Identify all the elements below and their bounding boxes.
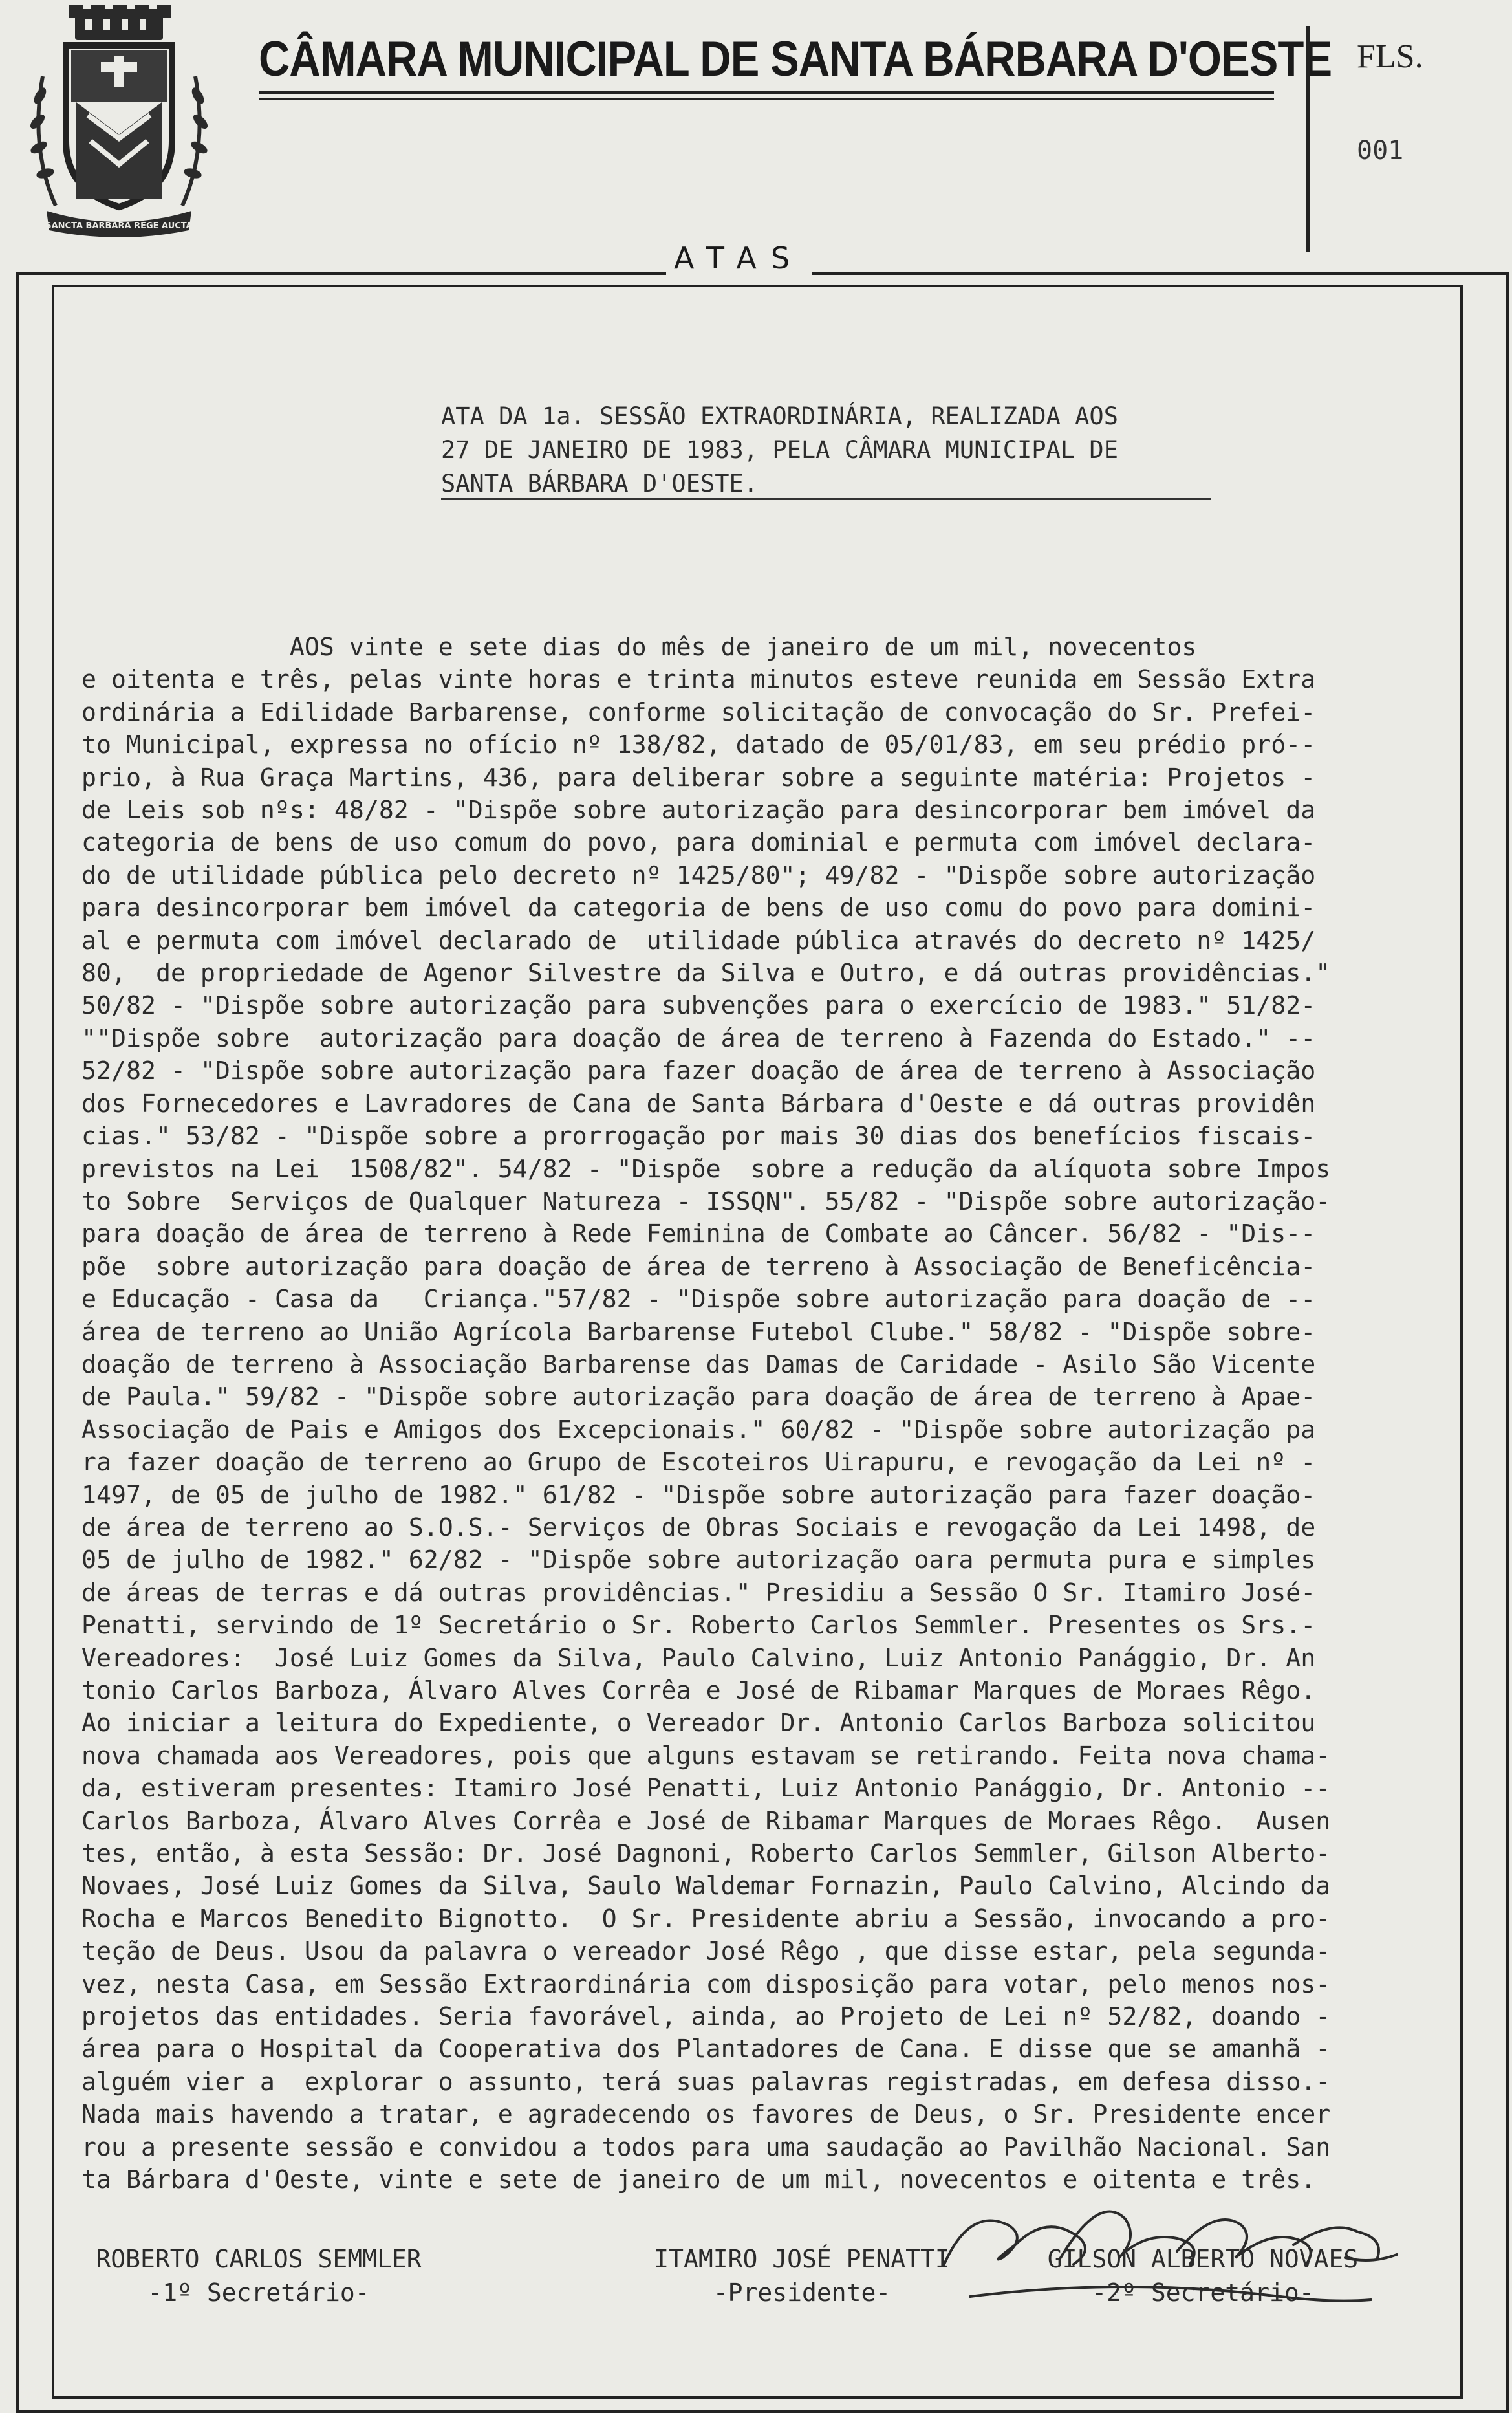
body-line: de Leis sob nºs: 48/82 - "Dispõe sobre autorização para desincorporar bem imóvel da: [81, 796, 1316, 825]
body-line: ordinária a Edilidade Barbarense, conforme solicitação de convocação do Sr. Prefei-: [81, 698, 1316, 727]
page-number: 001: [1357, 136, 1404, 166]
body-line: 80, de propriedade de Agenor Silvestre da Silva e Outro, e dá outras providências.": [81, 959, 1331, 988]
body-line: área de terreno ao União Agrícola Barbarense Futebol Clube." 58/82 - "Dispõe sobre-: [81, 1318, 1316, 1347]
body-line: de áreas de terras e dá outras providências." Presidiu a Sessão O Sr. Itamiro José-: [81, 1578, 1316, 1608]
body-line: põe sobre autorização para doação de área de terreno à Associação de Beneficência-: [81, 1252, 1316, 1282]
body-line: to Sobre Serviços de Qualquer Natureza - ISSQN". 55/82 - "Dispõe sobre autorização-: [81, 1187, 1331, 1216]
body-line: Ao iniciar a leitura do Expediente, o Vereador Dr. Antonio Carlos Barboza solicitou: [81, 1709, 1316, 1738]
body-line: al e permuta com imóvel declarado de utilidade pública através do decreto nº 1425/: [81, 926, 1316, 955]
president-role: -Presidente-: [713, 2278, 891, 2307]
body-line: Associação de Pais e Amigos dos Excepcionais." 60/82 - "Dispõe sobre autorização pa: [81, 1415, 1316, 1445]
heading-line: 27 DE JANEIRO DE 1983, PELA CÂMARA MUNICIPAL DE: [441, 436, 1118, 464]
body-line: 50/82 - "Dispõe sobre autorização para subvenções para o exercício de 1983." 51/82-: [81, 992, 1316, 1021]
minutes-body: [81, 631, 1446, 2197]
body-line: projetos das entidades. Seria favorável, ainda, ao Projeto de Lei nº 52/82, doando -: [81, 2003, 1331, 2032]
heading-underline: [441, 498, 1211, 500]
body-line: dos Fornecedores e Lavradores de Cana de Santa Bárbara d'Oeste e dá outras providên: [81, 1089, 1316, 1119]
body-line: Carlos Barboza, Álvaro Alves Corrêa e José de Ribamar Marques de Moraes Rêgo. Ausen: [81, 1807, 1331, 1836]
body-line: tes, então, à esta Sessão: Dr. José Dagnoni, Roberto Carlos Semmler, Gilson Alberto-: [81, 1840, 1331, 1869]
header-rule-top: [259, 91, 1274, 94]
body-line: rou a presente sessão e convidou a todos para uma saudação ao Pavilhão Nacional. San: [81, 2133, 1331, 2162]
body-line: para doação de área de terreno à Rede Feminina de Combate ao Câncer. 56/82 - "Dis--: [81, 1220, 1316, 1249]
body-line: alguém vier a explorar o assunto, terá suas palavras registradas, em defesa disso.-: [81, 2068, 1331, 2097]
body-line: da, estiveram presentes: Itamiro José Penatti, Luiz Antonio Panággio, Dr. Antonio --: [81, 1774, 1331, 1804]
body-line: teção de Deus. Usou da palavra o vereador José Rêgo , que disse estar, pela segunda-: [81, 1938, 1331, 1967]
body-line: de área de terreno ao S.O.S.- Serviços de Obras Sociais e revogação da Lei 1498, de: [81, 1513, 1316, 1542]
minutes-heading: [441, 400, 1217, 501]
body-line: 05 de julho de 1982." 62/82 - "Dispõe sobre autorização oara permuta pura e simples: [81, 1546, 1316, 1575]
body-line: prio, à Rua Graça Martins, 436, para deliberar sobre a seguinte matéria: Projetos -: [81, 763, 1316, 792]
body-line: ra fazer doação de terreno ao Grupo de Escoteiros Uirapuru, e revogação da Lei nº -: [81, 1448, 1316, 1478]
body-line: tonio Carlos Barboza, Álvaro Alves Corrêa e José de Ribamar Marques de Moraes Rêgo.: [81, 1677, 1316, 1705]
body-line: para desincorporar bem imóvel da categoria de bens de uso comu do povo para domini-: [81, 894, 1316, 923]
second-secretary-signature: [1009, 2242, 1397, 2309]
body-line: to Municipal, expressa no ofício nº 138/82, datado de 05/01/83, em seu prédio pró--: [81, 731, 1316, 760]
body-line: Nada mais havendo a tratar, e agradecendo os favores de Deus, o Sr. Presidente encer: [81, 2101, 1331, 2130]
institution-name: CÂMARA MUNICIPAL DE SANTA BÁRBARA D'OESTE: [259, 32, 1332, 87]
heading-line: SANTA BÁRBARA D'OESTE.: [441, 470, 759, 497]
body-line: vez, nesta Casa, em Sessão Extraordinária com disposição para votar, pelo menos nos-: [81, 1970, 1331, 1999]
body-line: Novaes, José Luiz Gomes da Silva, Saulo Waldemar Fornazin, Paulo Calvino, Alcindo da: [81, 1872, 1331, 1901]
body-line: do de utilidade pública pelo decreto nº 1425/80"; 49/82 - "Dispõe sobre autorização: [81, 861, 1316, 890]
body-line: de Paula." 59/82 - "Dispõe sobre autorização para doação de área de terreno à Apae-: [81, 1383, 1316, 1412]
second-secretary-role: -2º Secretário-: [1092, 2278, 1314, 2307]
first-secretary-signature: [78, 2242, 440, 2309]
body-line: Vereadores: José Luiz Gomes da Silva, Paulo Calvino, Luiz Antonio Panággio, Dr. An: [81, 1644, 1316, 1673]
body-line: cias." 53/82 - "Dispõe sobre a prorrogação por mais 30 dias dos benefícios fiscais-: [81, 1122, 1316, 1152]
body-line: AOS vinte e sete dias do mês de janeiro de um mil, novecentos: [81, 633, 1197, 662]
body-line: Rocha e Marcos Benedito Bignotto. O Sr. Presidente abriu a Sessão, invocando a pro-: [81, 1905, 1331, 1934]
body-line: e Educação - Casa da Criança."57/82 - "Dispõe sobre autorização para doação de --: [81, 1285, 1316, 1315]
header-divider: [1306, 26, 1310, 252]
president-signature: [582, 2242, 1022, 2309]
body-line: área para o Hospital da Cooperativa dos Plantadores de Cana. E disse que se amanhã -: [81, 2035, 1331, 2064]
heading-line: ATA DA 1a. SESSÃO EXTRAORDINÁRIA, REALIZADA AOS: [441, 402, 1118, 430]
header-rule-bottom: [259, 98, 1274, 100]
body-line: 52/82 - "Dispõe sobre autorização para fazer doação de área de terreno à Associação: [81, 1057, 1316, 1086]
body-line: doação de terreno à Associação Barbarense das Damas de Caridade - Asilo São Vicente: [81, 1350, 1316, 1379]
second-secretary-name: GILSON ALBERTO NOVAES: [1047, 2245, 1359, 2273]
body-line: previstos na Lei 1508/82". 54/82 - "Dispõe sobre a redução da alíquota sobre Impos: [81, 1155, 1331, 1184]
section-title: ATAS: [666, 241, 812, 276]
fls-label: FLS.: [1357, 38, 1423, 75]
body-line: ta Bárbara d'Oeste, vinte e sete de janeiro de um mil, novecentos e oitenta e três.: [81, 2166, 1316, 2195]
body-line: ""Dispõe sobre autorização para doação de área de terreno à Fazenda do Estado." --: [81, 1024, 1316, 1053]
municipal-crest-logo: [23, 5, 215, 238]
first-secretary-role: -1º Secretário-: [147, 2278, 370, 2307]
body-line: e oitenta e três, pelas vinte horas e trinta minutos esteve reunida em Sessão Extra: [81, 666, 1316, 695]
body-line: Penatti, servindo de 1º Secretário o Sr. Roberto Carlos Semmler. Presentes os Srs.-: [81, 1611, 1316, 1641]
body-line: 1497, de 05 de julho de 1982." 61/82 - "Dispõe sobre autorização para fazer doação-: [81, 1481, 1316, 1510]
body-line: categoria de bens de uso comum do povo, para dominial e permuta com imóvel declara-: [81, 829, 1316, 858]
body-line: nova chamada aos Vereadores, pois que alguns estavam se retirando. Feita nova chama-: [81, 1742, 1331, 1771]
crest-motto: SANCTA BARBARA REGE AUCTA: [45, 221, 193, 231]
president-name: ITAMIRO JOSÉ PENATTI: [654, 2245, 950, 2273]
first-secretary-name: ROBERTO CARLOS SEMMLER: [96, 2245, 422, 2273]
